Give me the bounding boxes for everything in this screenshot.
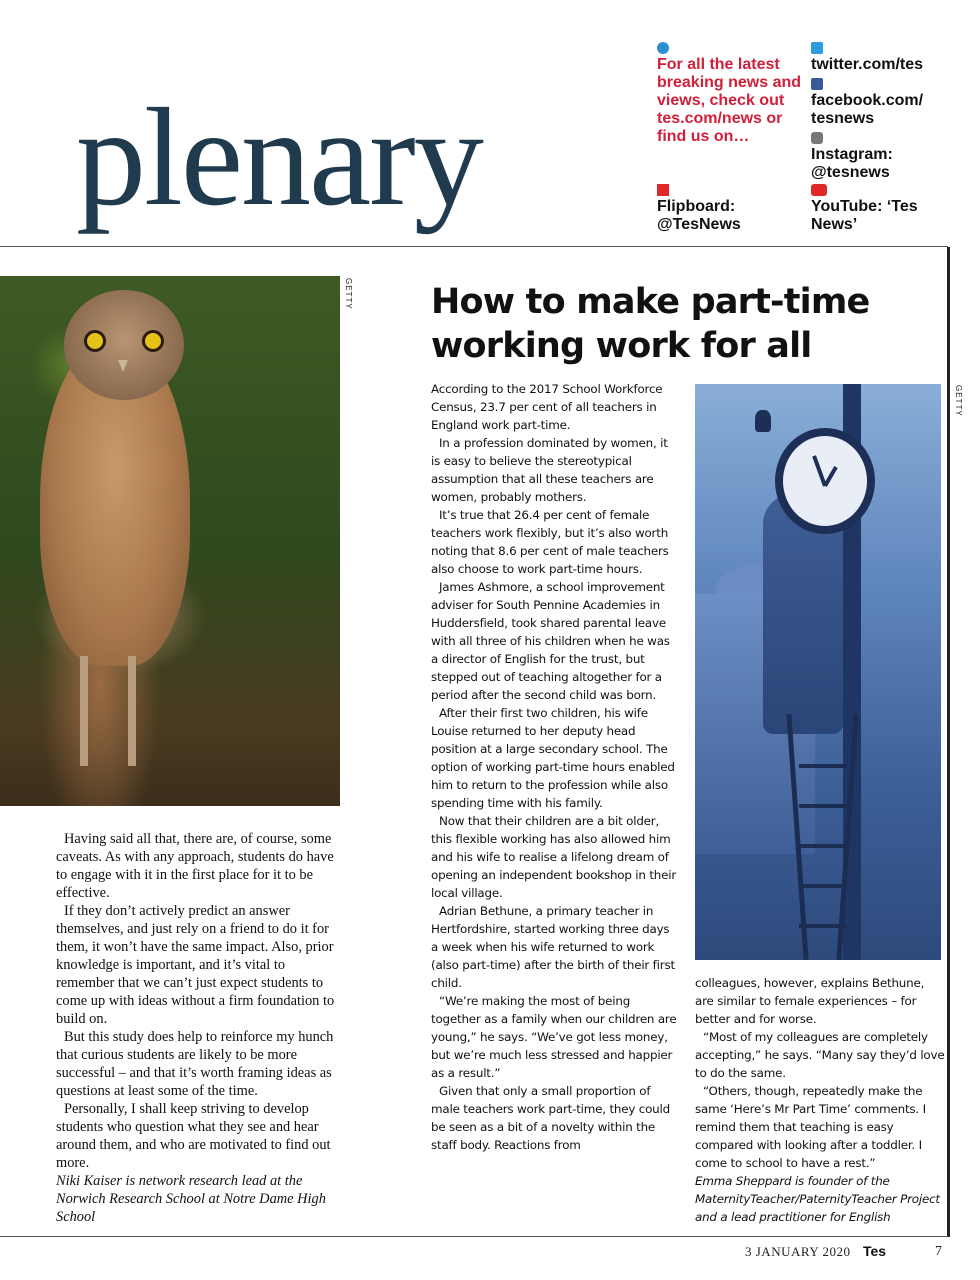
bottom-rule: [0, 1236, 948, 1237]
paragraph: Given that only a small proportion of male teachers work part-time, they could be seen as a bit of a novelty within the staff body. Reactions from: [431, 1084, 670, 1152]
social-label: YouTube: ‘Tes News’: [811, 198, 918, 233]
paragraph: Now that their children are a bit older, this flexible working has also allowed him and his wife to realise a lifelong dream of opening an independent bookshop in their local village.: [431, 814, 677, 900]
street-lamp: [755, 410, 771, 432]
paragraph: James Ashmore, a school improvement adviser for South Pennine Academies in Huddersfield, took shared parental leave with all three of his children when he was a director of English for the trust, but stepped out of teaching altogether for a period after the second child was born.: [431, 580, 670, 702]
top-rule: [0, 246, 948, 247]
social-label: Flipboard: @TesNews: [657, 198, 741, 233]
article-column-2: [695, 974, 945, 1226]
facebook-icon: [811, 78, 823, 90]
article-column-1: [431, 380, 677, 1154]
author-bio: Emma Sheppard is founder of the MaternityTeacher/PaternityTeacher Project and a lead practitioner for English: [695, 1174, 940, 1224]
ladder-rung: [799, 844, 847, 848]
paragraph: colleagues, however, explains Bethune, are similar to female experiences – for better and for worse.: [695, 976, 925, 1026]
brand-name: Tes: [863, 1243, 887, 1259]
social-label: twitter.com/tes: [811, 56, 924, 73]
news-promo: [657, 42, 802, 146]
side-rule: [947, 247, 950, 1237]
social-label: facebook.com/ tesnews: [811, 92, 924, 127]
paragraph: Personally, I shall keep striving to develop students who question what they see and hear around them, and who are motivated to find out more.: [56, 1101, 331, 1171]
owl-leg-left: [80, 656, 88, 766]
flipboard-icon: [657, 184, 669, 196]
paragraph: If they don’t actively predict an answer themselves, and just rely on a friend to do it for them, it won’t have the same impact. Also, prior knowledge is important, and it’s vital to remember that we can’t just expect students to come up with ideas without a firm foundation to build on.: [56, 903, 335, 1027]
owl-leg-right: [128, 656, 136, 766]
section-title: plenary: [76, 80, 482, 235]
paragraph: Having said all that, there are, of course, some caveats. As with any approach, students do have to engage with it in the first place for it to be effective.: [56, 831, 334, 901]
ladder-rung: [799, 804, 847, 808]
social-label: Instagram: @tesnews: [811, 146, 893, 181]
photo-credit: GETTY: [954, 385, 963, 417]
issue-date: 3 JANUARY 2020: [745, 1244, 851, 1259]
left-article: [56, 830, 338, 1226]
clock-photo: [695, 384, 941, 960]
page-number: 7: [935, 1244, 942, 1259]
instagram-icon: [811, 132, 823, 144]
social-facebook: [811, 78, 941, 128]
paragraph: It’s true that 26.4 per cent of female teachers work flexibly, but it’s also worth noting that 8.6 per cent of male teachers also choose to work part-time hours.: [431, 508, 669, 576]
paragraph: “Most of my colleagues are completely accepting,” he says. “Many say they’d love to do the same.: [695, 1030, 945, 1080]
social-twitter: [811, 42, 951, 74]
author-bio: Niki Kaiser is network research lead at the Norwich Research School at Notre Dame High School: [56, 1173, 326, 1225]
paragraph: After their first two children, his wife Louise returned to her deputy head position at a large secondary school. The option of working part-time hours enabled him to return to the profession while also spending time with his family.: [431, 706, 675, 810]
social-flipboard: [657, 184, 767, 234]
paragraph: “Others, though, repeatedly make the same ‘Here’s Mr Part Time’ comments. I remind them that teaching is easy compared with looking after a toddler. I come to school to have a rest.”: [695, 1084, 926, 1170]
photo-credit: GETTY: [344, 278, 353, 310]
social-instagram: [811, 132, 941, 182]
twitter-icon: [811, 42, 823, 54]
article-headline: How to make part-time working work for all: [431, 282, 870, 366]
youtube-icon: [811, 184, 827, 196]
paragraph: In a profession dominated by women, it is easy to believe the stereotypical assumption that all these teachers are women, probably mothers.: [431, 436, 668, 504]
paragraph: But this study does help to reinforce my hunch that curious students are likely to be more successful – and that it’s worth framing ideas as questions at least some of the time.: [56, 1029, 334, 1099]
paragraph: “We’re making the most of being together as a family when our children are young,” he says. “We’ve got less money, but we’re much less stressed and happier as a result.”: [431, 994, 677, 1080]
owl-head: [64, 290, 184, 400]
social-youtube: [811, 184, 941, 234]
owl-beak: [118, 360, 128, 372]
owl-photo: [0, 276, 340, 806]
promo-text: For all the latest breaking news and views, check out tes.com/news or find us on…: [657, 56, 802, 145]
ladder-rung: [799, 884, 847, 888]
paragraph: Adrian Bethune, a primary teacher in Hertfordshire, started working three days a week when his wife returned to work (also part-time) after the birth of their first child.: [431, 904, 675, 990]
ladder-rung: [799, 924, 847, 928]
ladder-rung: [799, 764, 847, 768]
owl-eye-left: [84, 330, 106, 352]
paragraph: According to the 2017 School Workforce Census, 23.7 per cent of all teachers in England work part-time.: [431, 382, 663, 432]
info-icon: [657, 42, 669, 54]
owl-eye-right: [142, 330, 164, 352]
